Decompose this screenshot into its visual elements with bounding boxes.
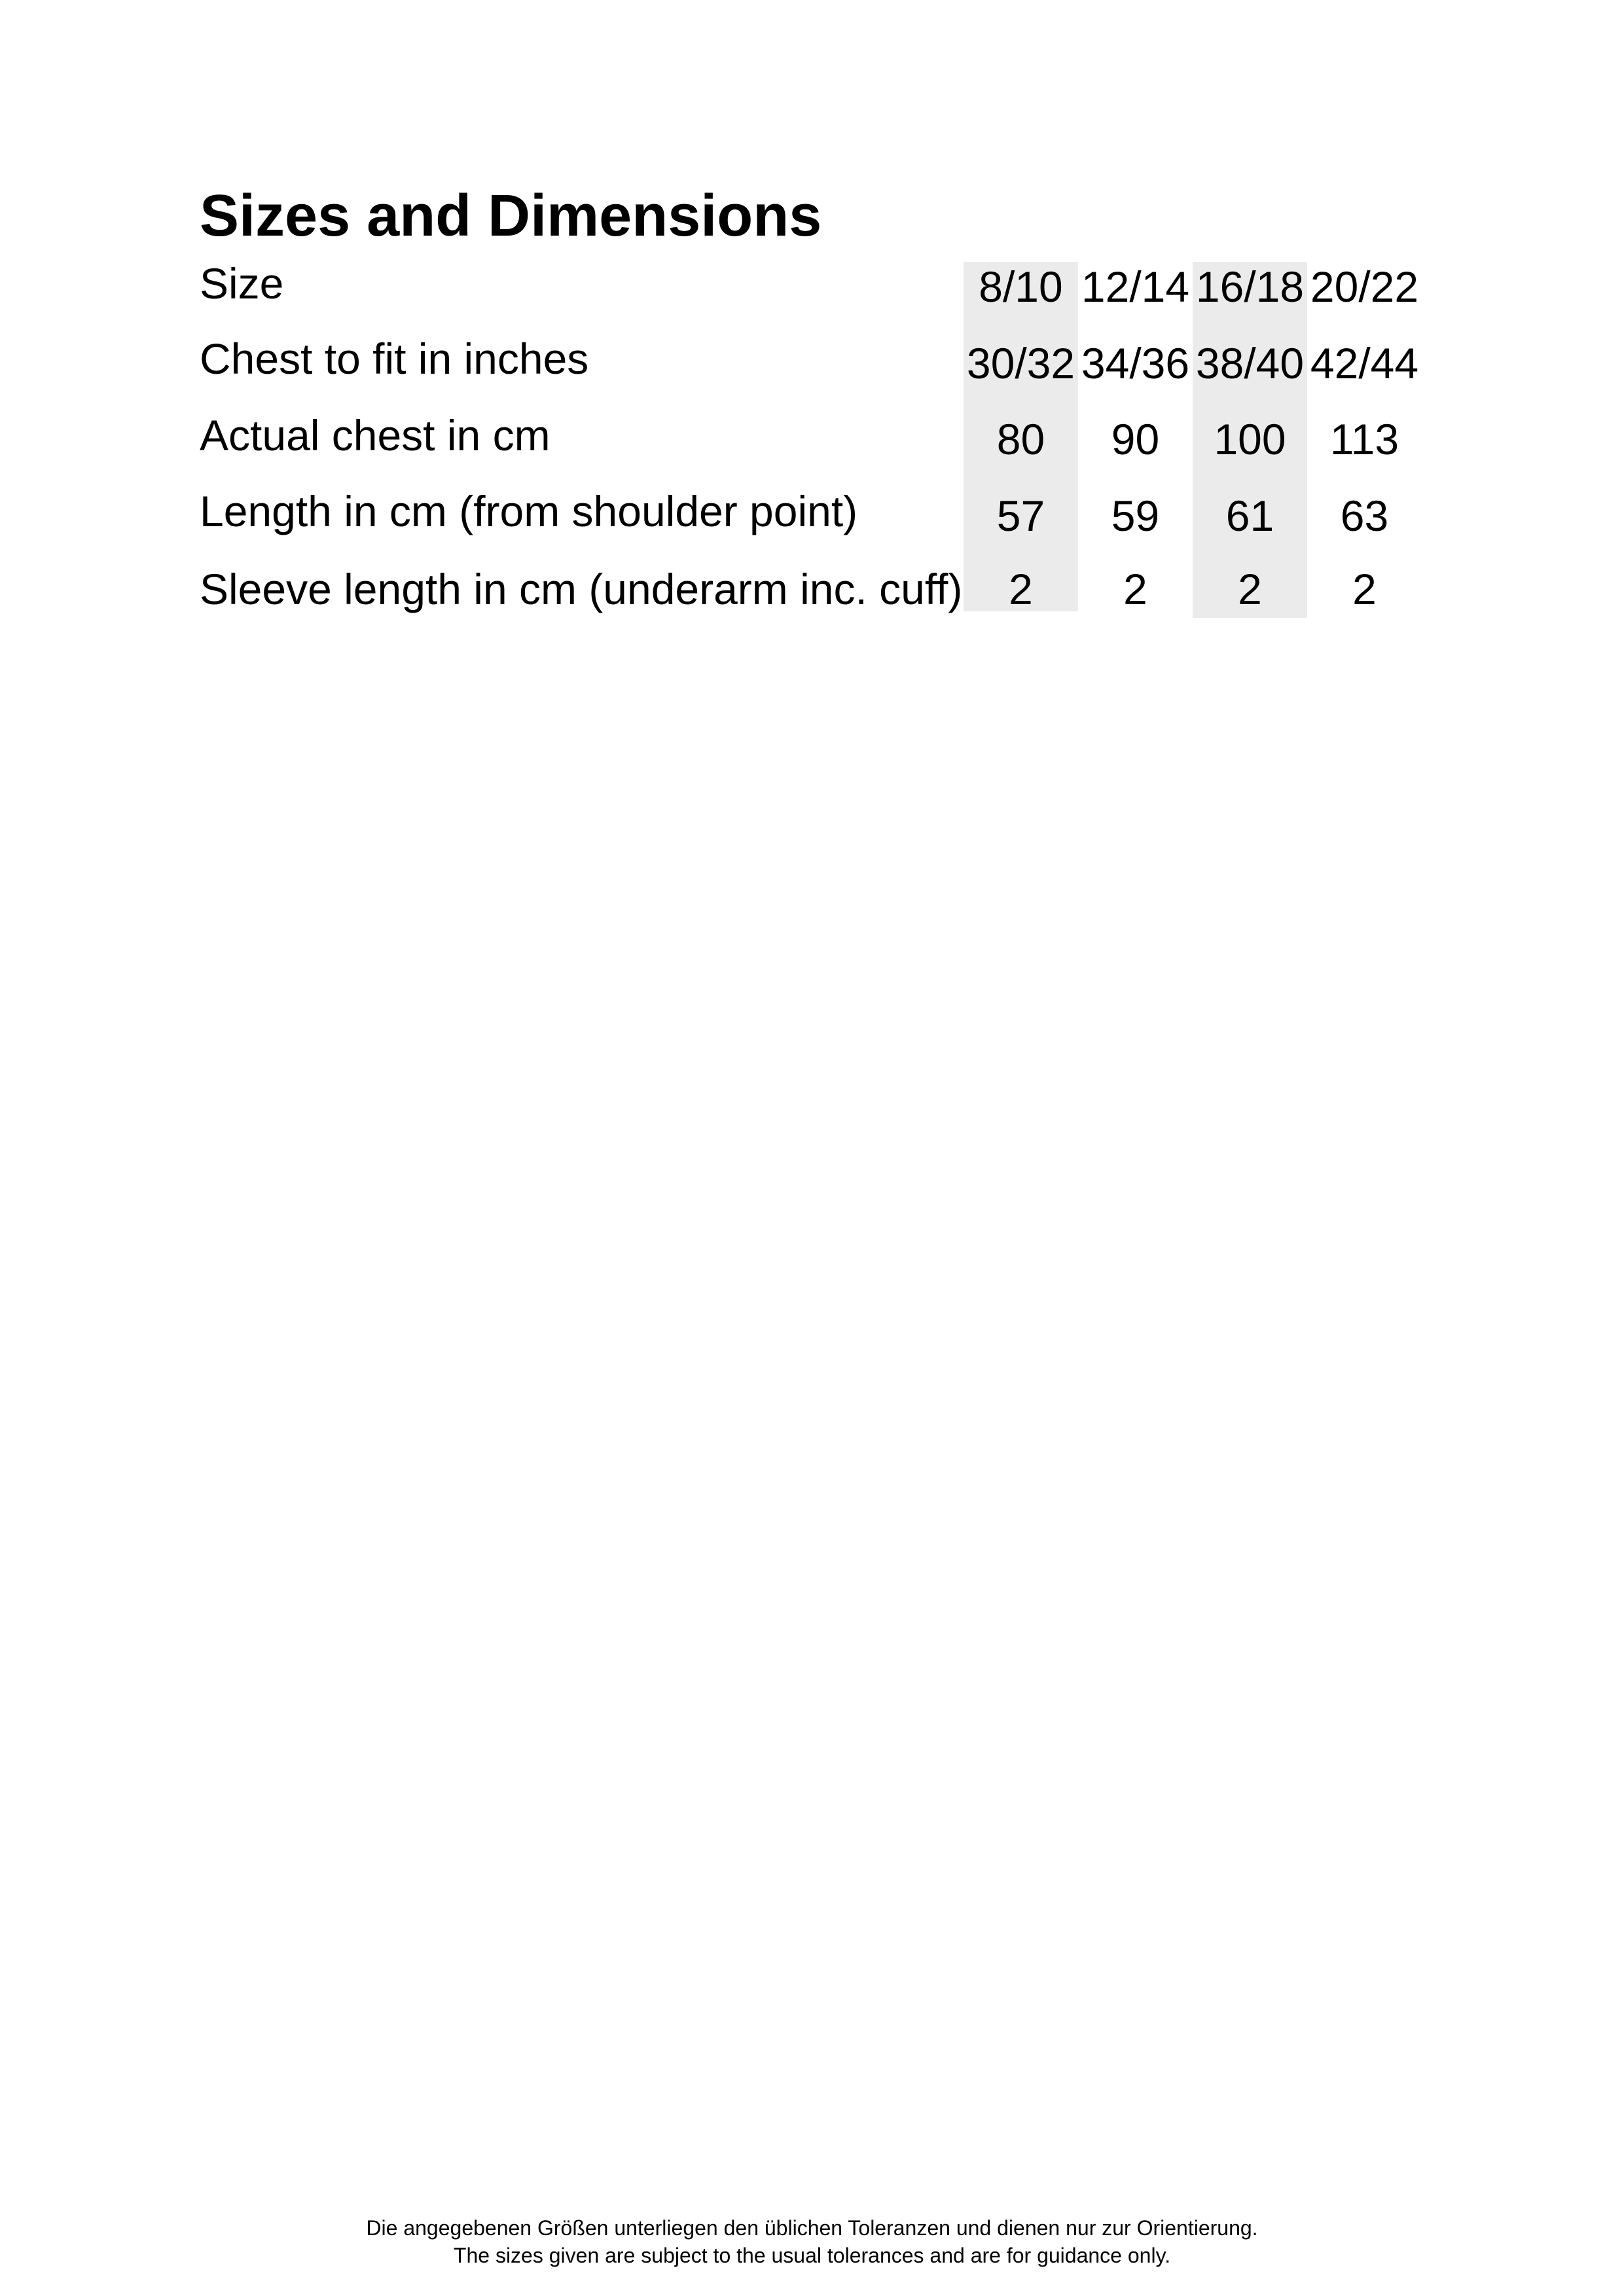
table-cell: 57 (996, 492, 1045, 540)
footer-note-de: Die angegebenen Größen unterliegen den üblichen Toleranzen und dienen nur zur Orientierung. (366, 2216, 1258, 2240)
table-cell: 2 (1238, 565, 1262, 613)
table-cell: 38/40 (1195, 339, 1305, 387)
table-cell: 63 (1340, 492, 1389, 540)
table-cell: 80 (996, 415, 1045, 463)
table-cell: 16/18 (1195, 262, 1305, 311)
table-cell: 113 (1329, 415, 1399, 463)
table-cell: 2 (1123, 565, 1147, 613)
table-cell: 42/44 (1310, 339, 1419, 387)
table-cell: 12/14 (1081, 262, 1190, 311)
page-title: Sizes and Dimensions (200, 183, 822, 249)
table-cell: 100 (1214, 415, 1286, 463)
row-label-chest-to-fit: Chest to fit in inches (200, 334, 589, 383)
table-cell: 8/10 (979, 262, 1063, 311)
table-cell: 2 (1009, 565, 1033, 613)
table-cell: 90 (1111, 415, 1160, 463)
table-cell: 20/22 (1310, 262, 1419, 311)
table-cell: 30/32 (966, 339, 1075, 387)
row-label-length: Length in cm (from shoulder point) (200, 487, 858, 535)
table-cell: 34/36 (1081, 339, 1190, 387)
row-label-actual-chest: Actual chest in cm (200, 411, 550, 459)
row-label-size: Size (200, 259, 284, 308)
footer-note-en: The sizes given are subject to the usual tolerances and are for guidance only. (453, 2244, 1171, 2267)
table-cell: 2 (1352, 565, 1377, 613)
table-cell: 59 (1111, 492, 1160, 540)
row-label-sleeve-length: Sleeve length in cm (underarm inc. cuff) (200, 565, 963, 613)
table-cell: 61 (1225, 492, 1274, 540)
